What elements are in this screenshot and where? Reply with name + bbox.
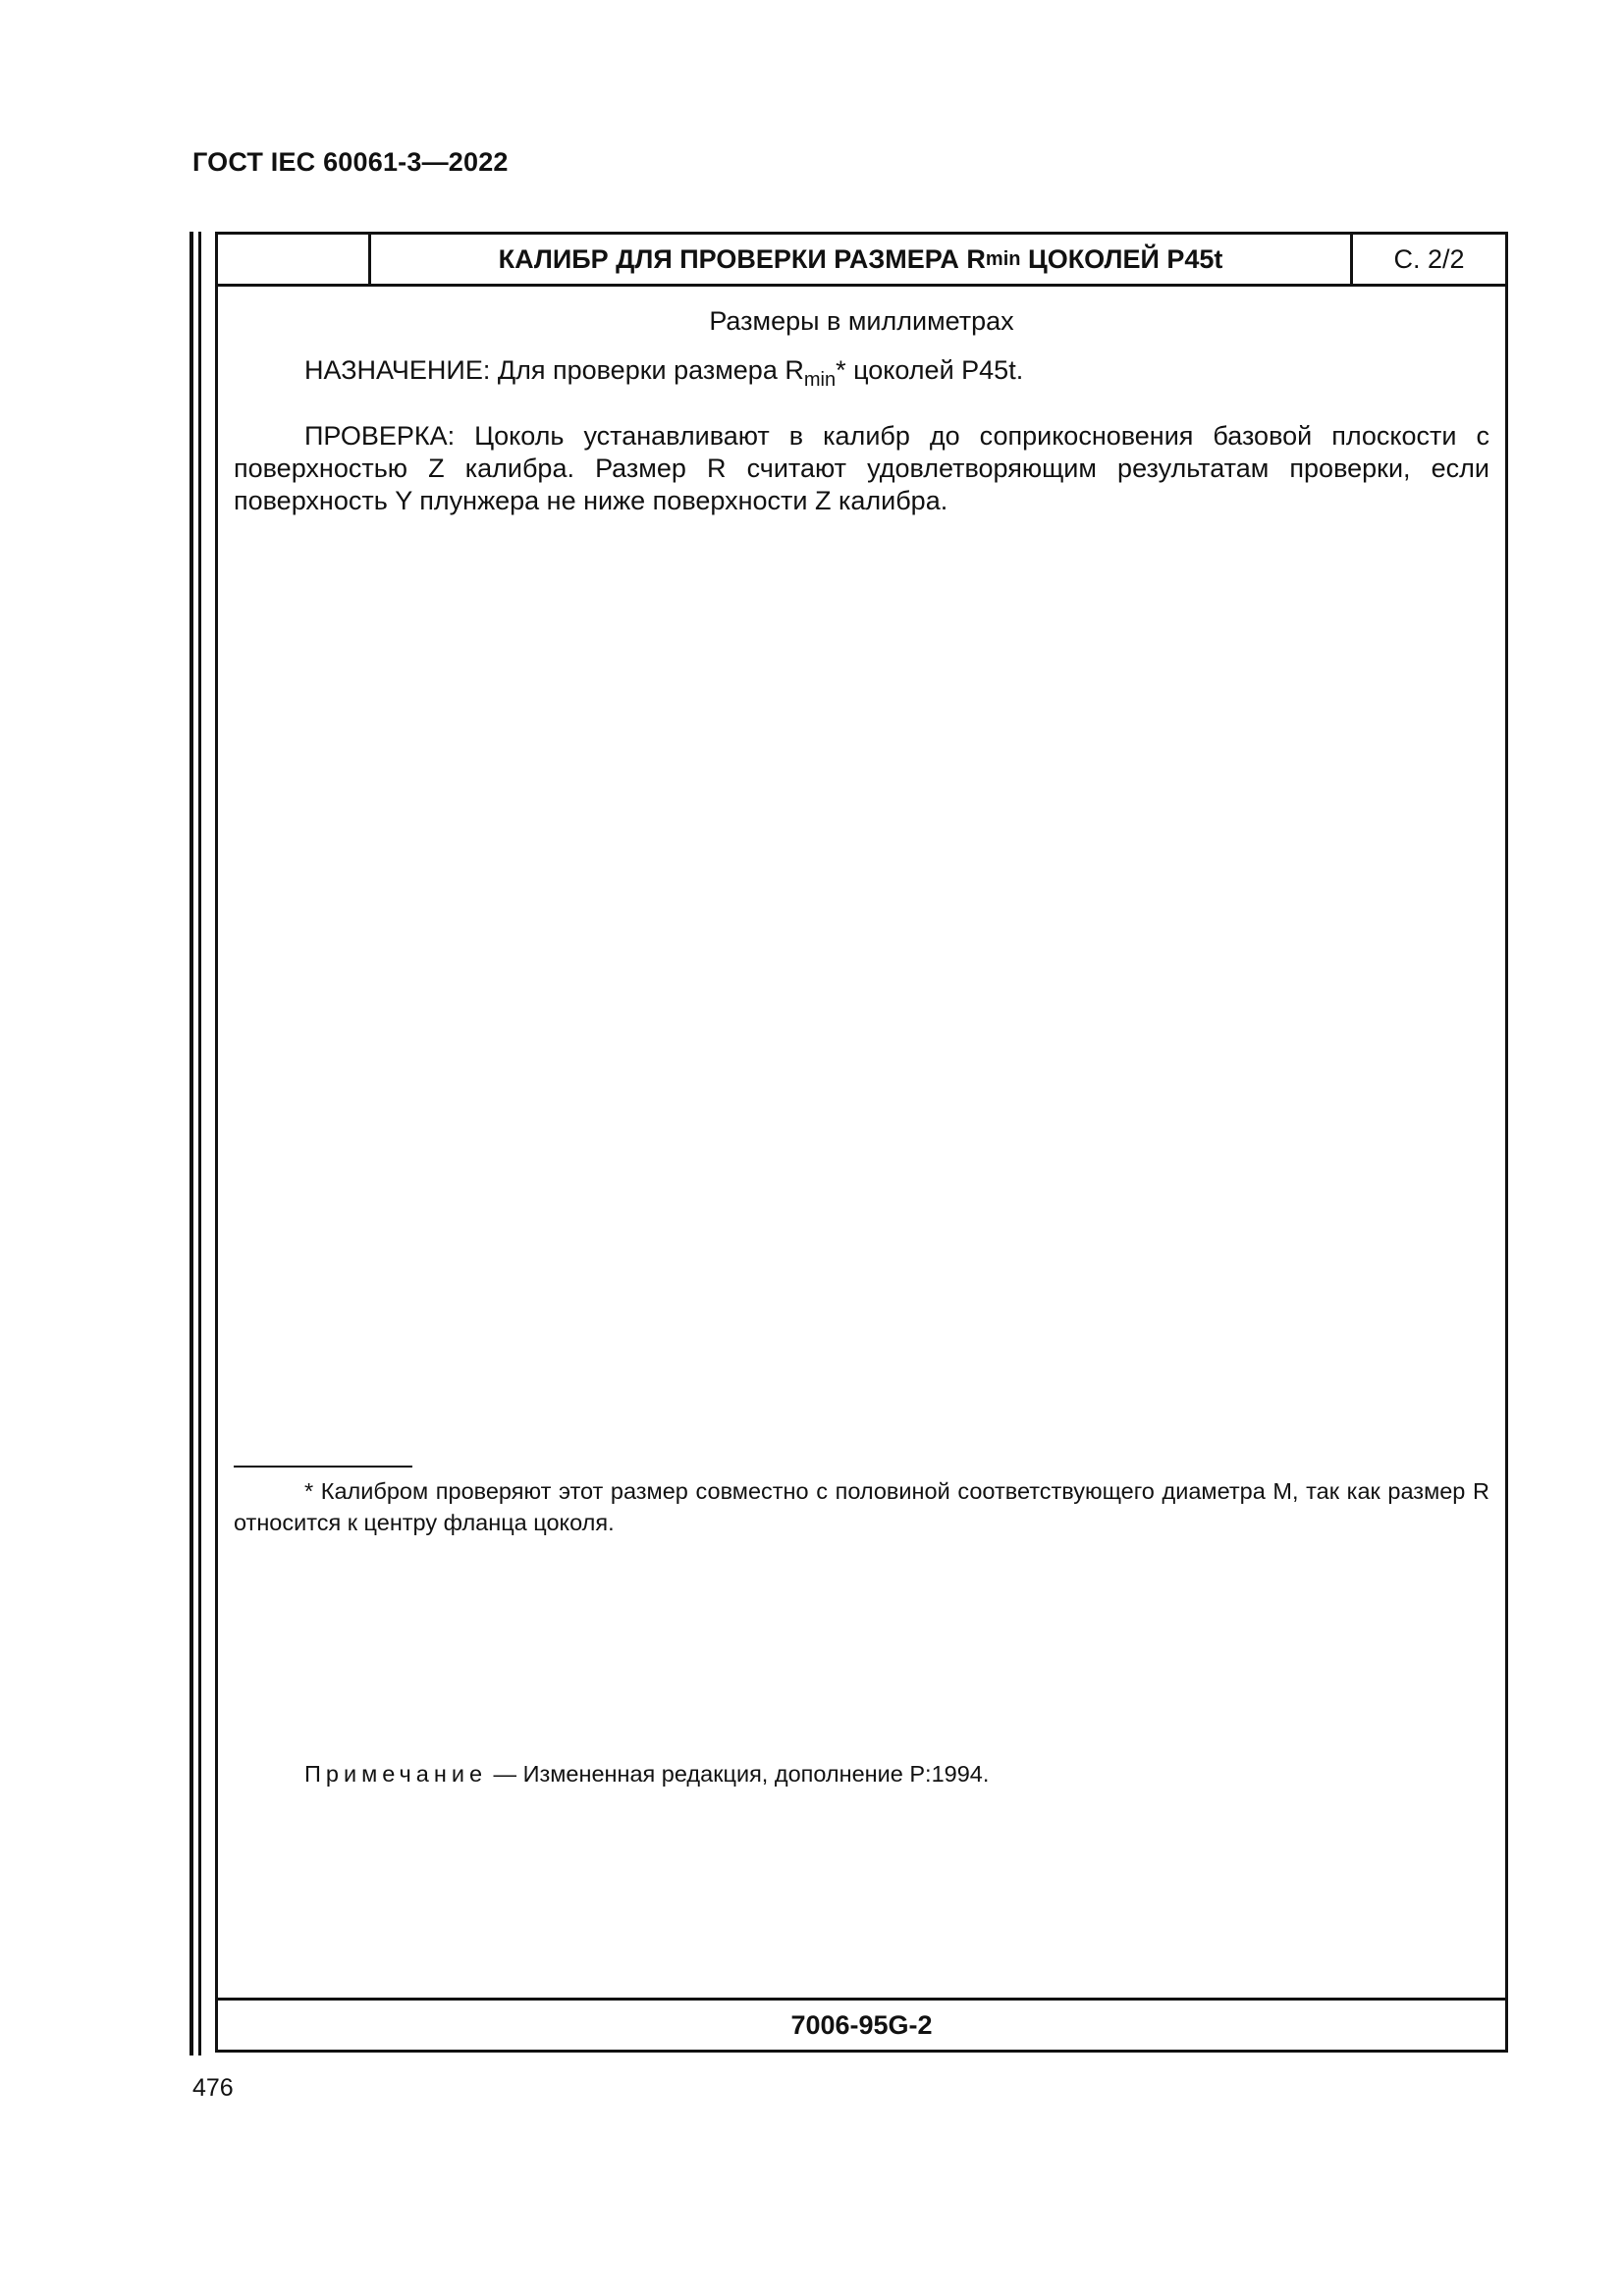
sheet-frame [215,232,1508,2053]
title-row [218,235,1505,287]
note-text: — Измененная редакция, дополнение P:1994. [487,1761,990,1787]
standard-header: ГОСТ IEC 60061-3—2022 [192,147,509,177]
check-paragraph: ПРОВЕРКА: Цоколь устанавливают в калибр до соприкосновения базовой плоскости с поверхностью Z калибра. Размер R считают удовлетворяющим результатам проверки, если поверхность Y плунжера не ниже поверхности Z калибра. [234,421,1489,515]
purpose-subscript: min [803,369,837,391]
sheet-page-label: С. 2/2 [1393,243,1465,274]
binding-line-inner [198,232,201,2056]
footnote-divider [234,1466,412,1468]
sheet-title [371,235,1353,284]
purpose-suffix: * цоколей P45t. [836,355,1024,385]
sheet-title-prefix: КАЛИБР ДЛЯ ПРОВЕРКИ РАЗМЕРА R [498,243,986,274]
purpose-paragraph [234,354,1489,397]
footnote: * Калибром проверяют этот размер совместно с половиной соответствующего диаметра М, так как размер R относится к центру фланца цоколя. [234,1478,1489,1535]
purpose-prefix: НАЗНАЧЕНИЕ: Для проверки размера R [304,355,804,385]
sheet-title-subscript: min [985,247,1021,270]
units-caption: Размеры в миллиметрах [709,306,1014,336]
note-paragraph [234,1758,1489,1789]
sheet-title-suffix: ЦОКОЛЕЙ P45t [1020,243,1223,274]
note-label: Примечание [304,1761,488,1787]
title-cell-blank [218,235,371,284]
binding-line-outer [189,232,193,2056]
sheet-code: 7006-95G-2 [218,1998,1505,2050]
page-number: 476 [192,2074,234,2102]
